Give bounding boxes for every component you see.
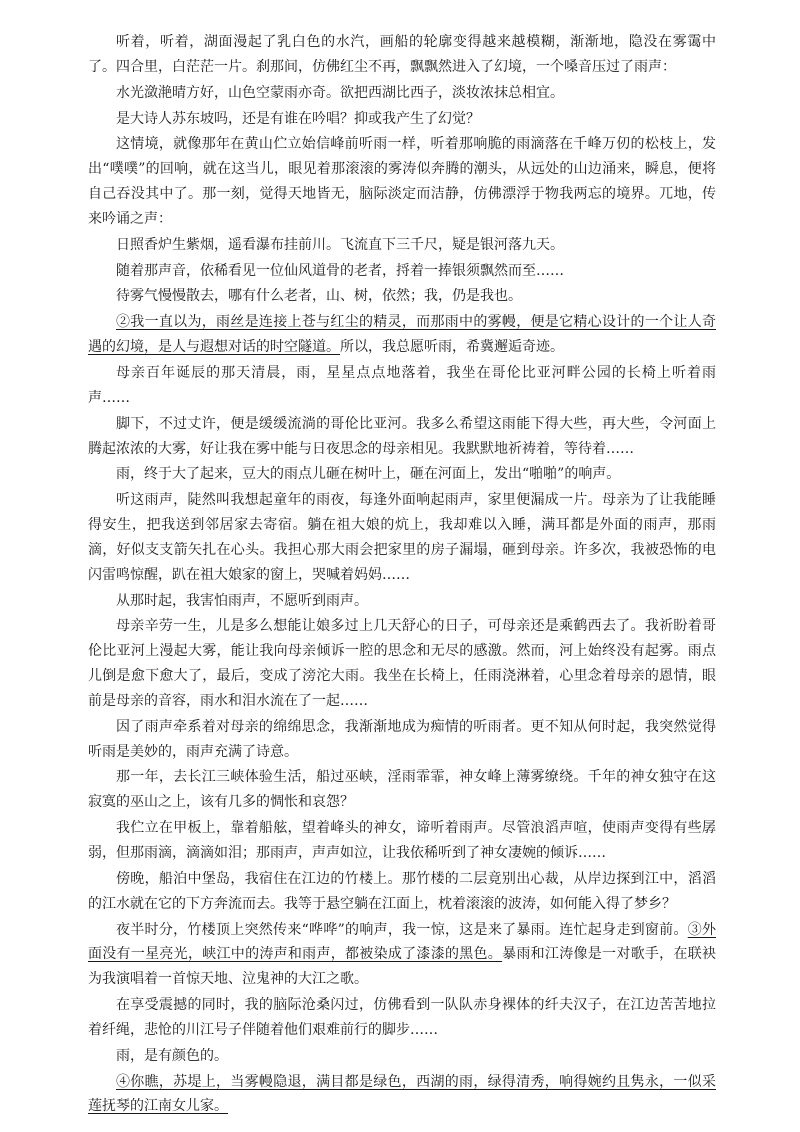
paragraph (88, 462, 716, 487)
paragraph-text: 夜半时分，竹楼顶上突然传来“哗哗”的响声，我一惊，这是来了暴雨。连忙起身走到窗前。 (116, 921, 688, 938)
paragraph-text: 母亲辛劳一生，儿是多么想能让娘多过上几天舒心的日子，可母亲还是乘鹤西去了。我祈盼着哥伦比亚河上漫起大雾，能让我向母亲倾诉一腔的思念和无尽的感激。然而，河上始终没有起雾。雨点儿倒是愈下愈大了，最后，变成了滂沱大雨。我坐在长椅上，任雨浇淋着，心里念着母亲的恩情，眼前是母亲的音容，雨水和泪水流在了一起…… (88, 618, 716, 709)
paragraph (88, 259, 716, 284)
paragraph (88, 488, 716, 587)
paragraph-text: 雨，是有颜色的。 (116, 1047, 228, 1064)
paragraph-text: 待雾气慢慢散去，哪有什么老者，山、树，依然；我，仍是我也。 (116, 288, 522, 305)
paragraph (88, 993, 716, 1043)
paragraph (88, 30, 716, 80)
paragraph-text: 这情境，就像那年在黄山伫立始信峰前听雨一样，听着那响脆的雨滴落在千峰万仞的松枝上，发出“噗噗”的回响，就在这当儿，眼见着那滚滚的雾涛似奔腾的潮头，从远处的山边涌来，瞬息，便将自己吞没其中了。那一刻，觉得天地皆无，脑际淡定而洁静，仿佛漂浮于物我两忘的境界。兀地，传来吟诵之声： (88, 136, 716, 227)
paragraph-text: 听这雨声，陡然叫我想起童年的雨夜，每逢外面响起雨声，家里便漏成一片。母亲为了让我能睡得安生，把我送到邻居家去寄宿。躺在祖大娘的炕上，我却难以入睡，满耳都是外面的雨声，那雨滴，好似支支箭矢扎在心头。我担心那大雨会把家里的房子漏塌，砸到母亲。许多次，我被恐怖的电闪雷鸣惊醒，趴在祖大娘家的窗上，哭喊着妈妈…… (88, 492, 716, 583)
paragraph (88, 715, 716, 765)
paragraph-text: 我伫立在甲板上，靠着船舷，望着峰头的神女，谛听着雨声。尽管浪滔声喧，使雨声变得有些孱弱，但那雨滴，滴滴如泪；那雨声，声声如泣，让我依稀听到了神女凄婉的倾诉…… (88, 820, 716, 861)
paragraph (88, 614, 716, 713)
paragraph-text: 水光潋滟晴方好，山色空蒙雨亦奇。欲把西湖比西子，淡妆浓抹总相宜。 (116, 84, 564, 101)
paragraph (88, 1044, 716, 1069)
paragraph-text: 从那时起，我害怕雨声，不愿听到雨声。 (116, 592, 368, 609)
paragraph-text: 那一年，去长江三峡体验生活，船过巫峡，淫雨霏霏，神女峰上薄雾缭绕。千年的神女独守在这寂寞的巫山之上，该有几多的惆怅和哀怨？ (88, 769, 716, 811)
paragraph (88, 412, 716, 462)
paragraph (88, 361, 716, 411)
article-body (88, 30, 716, 1120)
paragraph-text: 听着，听着，湖面漫起了乳白色的水汽，画船的轮廓变得越来越模糊，渐渐地，隐没在雾霭中了。四合里，白茫茫一片。刹那间，仿佛红尘不再，飘飘然进入了幻境，一个嗓音压过了雨声： (88, 34, 716, 75)
underlined-sentence: ③外面没有一星亮光，峡江中的涛声和雨声，都被染成了漆漆的黑色。 (88, 921, 717, 963)
paragraph-text: 日照香炉生紫烟，遥看瀑布挂前川。飞流直下三千尺，疑是银河落九天。 (116, 236, 564, 253)
paragraph-text: 雨，终于大了起来，豆大的雨点儿砸在树叶上，砸在河面上，发出“啪啪”的响声。 (116, 466, 621, 483)
underlined-sentence: ④你瞧，苏堤上，当雾幔隐退，满目都是绿色，西湖的雨，绿得清秀，响得婉约且隽永，一似采莲抚琴的江南女儿家。 (88, 1073, 716, 1115)
paragraph (88, 867, 716, 917)
paragraph (88, 765, 716, 815)
paragraph-text: 是大诗人苏东坡吗，还是有谁在吟唱？抑或我产生了幻觉？ (116, 110, 480, 127)
paragraph-text: 随着那声音，依稀看见一位仙风道骨的老者，捋着一捧银须飘然而至…… (116, 262, 564, 279)
paragraph-text: 暴雨和江涛像是一对歌手，在联袂为我演唱着一首惊天地、泣鬼神的大江之歌。 (88, 946, 716, 988)
paragraph (88, 132, 716, 231)
paragraph (88, 284, 716, 309)
underlined-sentence: ②我一直以为，雨丝是连接上苍与红尘的精灵，而那雨中的雾幔，便是它精心设计的一个让人奇遇的幻境，是人与遐想对话的时空隧道。 (88, 314, 716, 356)
paragraph (88, 81, 716, 106)
paragraph-text: 在享受震撼的同时，我的脑际沧桑闪过，仿佛看到一队队赤身裸体的纤夫汉子，在江边苦苦地拉着纤绳，悲怆的川江号子伴随着他们艰难前行的脚步…… (88, 997, 716, 1038)
paragraph-text: 所以，我总愿听雨，希冀邂逅奇迹。 (340, 339, 564, 356)
paragraph (88, 918, 716, 993)
paragraph (88, 1070, 716, 1120)
paragraph-text: 傍晚，船泊中堡岛，我宿住在江边的竹楼上。那竹楼的二层竟别出心裁，从岸边探到江中，滔滔的江水就在它的下方奔流而去。我等于悬空躺在江面上，枕着滚滚的波涛，如何能入得了梦乡？ (88, 870, 716, 912)
paragraph (88, 816, 716, 866)
paragraph (88, 310, 716, 360)
paragraph (88, 107, 716, 132)
paragraph (88, 589, 716, 614)
paragraph-text: 脚下，不过丈许，便是缓缓流淌的哥伦比亚河。我多么希望这雨能下得大些，再大些，令河面上腾起浓浓的大雾，好让我在雾中能与日夜思念的母亲相见。我默默地祈祷着，等待着…… (88, 415, 716, 457)
paragraph-text: 因了雨声牵系着对母亲的绵绵思念，我渐渐地成为痴情的听雨者。更不知从何时起，我突然觉得听雨是美妙的，雨声充满了诗意。 (88, 718, 716, 760)
paragraph (88, 233, 716, 258)
paragraph-text: 母亲百年诞辰的那天清晨，雨，星星点点地落着，我坐在哥伦比亚河畔公园的长椅上听着雨声…… (88, 364, 716, 406)
